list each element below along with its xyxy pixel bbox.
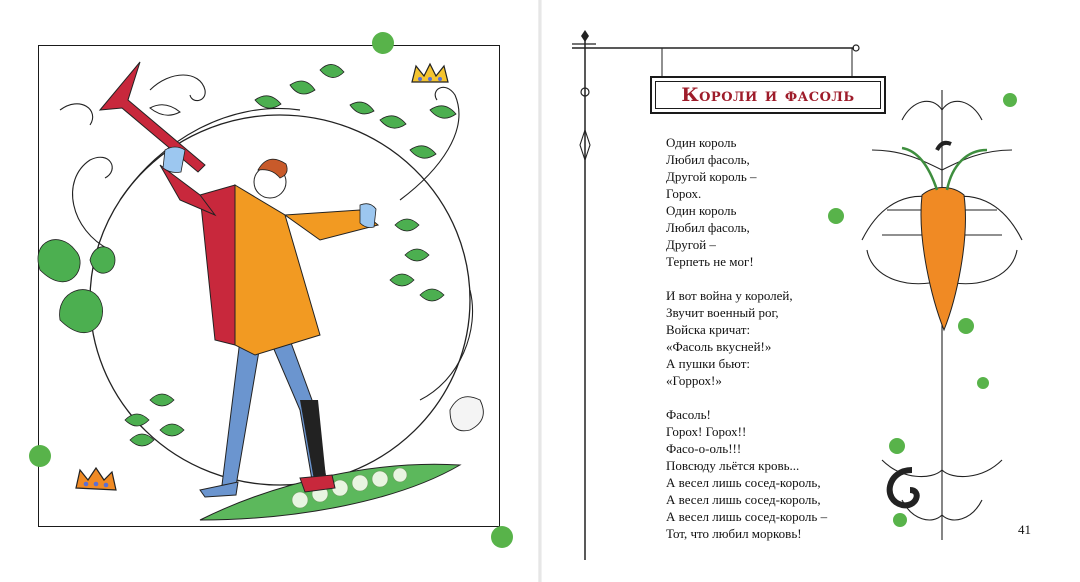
stanza-1 bbox=[666, 134, 827, 270]
poem-line: Повсюду льётся кровь... bbox=[666, 458, 800, 473]
pea-dot bbox=[491, 526, 513, 548]
carrot-icon bbox=[902, 143, 987, 330]
pea-dot bbox=[372, 32, 394, 54]
left-page bbox=[0, 0, 538, 582]
trumpeter-illustration bbox=[0, 0, 538, 582]
pea-dot bbox=[29, 445, 51, 467]
stanza-2 bbox=[666, 287, 827, 389]
page-title: Короли и фасоль bbox=[681, 84, 855, 106]
poem-line: Фасоль! bbox=[666, 407, 711, 422]
poem-line: Один король bbox=[666, 203, 737, 218]
poem-text bbox=[666, 134, 827, 559]
poem-line: Войска кричат: bbox=[666, 322, 751, 337]
title-sign bbox=[650, 76, 886, 114]
poem-line: «Фасоль вкусней!» bbox=[666, 339, 772, 354]
poem-line: И вот война у королей, bbox=[666, 288, 793, 303]
stanza-3 bbox=[666, 406, 827, 542]
poem-line: Тот, что любил морковь! bbox=[666, 526, 802, 541]
pea-dot bbox=[958, 318, 974, 334]
pea-dot bbox=[977, 377, 989, 389]
poem-line: Другой – bbox=[666, 237, 716, 252]
poem-line: Любил фасоль, bbox=[666, 220, 750, 235]
poem-line: Любил фасоль, bbox=[666, 152, 750, 167]
pea-dot bbox=[1003, 93, 1017, 107]
poem-line: Терпеть не мог! bbox=[666, 254, 754, 269]
poem-line: Другой король – bbox=[666, 169, 757, 184]
crown-icon bbox=[412, 64, 448, 82]
poem-line: Горох. bbox=[666, 186, 702, 201]
poem-line: Горох! Горох!! bbox=[666, 424, 747, 439]
pea-dot bbox=[893, 513, 907, 527]
page-number: 41 bbox=[1018, 522, 1031, 537]
poem-line: Один король bbox=[666, 135, 737, 150]
poem-line: Фасо-о-оль!!! bbox=[666, 441, 742, 456]
right-page bbox=[542, 0, 1080, 582]
pea-dot bbox=[889, 438, 905, 454]
poem-line: Звучит военный рог, bbox=[666, 305, 779, 320]
poem-line: А пушки бьют: bbox=[666, 356, 751, 371]
crown-icon bbox=[76, 468, 116, 490]
poem-line: «Горрох!» bbox=[666, 373, 722, 388]
poem-line: А весел лишь сосед-король, bbox=[666, 492, 821, 507]
poem-line: А весел лишь сосед-король – bbox=[666, 509, 828, 524]
poem-line: А весел лишь сосед-король, bbox=[666, 475, 821, 490]
pea-dot bbox=[828, 208, 844, 224]
